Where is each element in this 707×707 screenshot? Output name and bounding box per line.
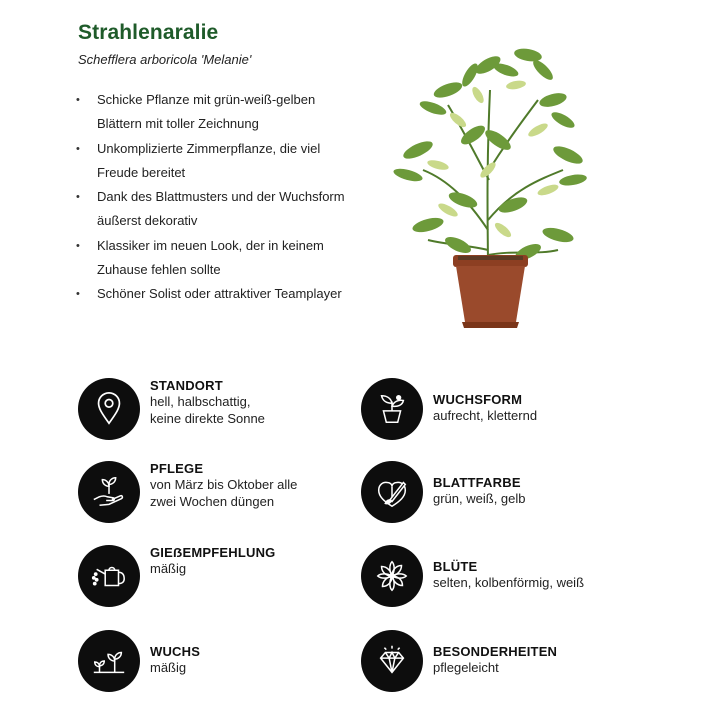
feature-value: hell, halbschattig, keine direkte Sonne — [150, 394, 265, 426]
location-pin-icon — [78, 378, 140, 440]
bullet-line-continued: Freude bereitet — [97, 164, 186, 180]
feature-besonderheiten — [361, 630, 557, 692]
feature-blattfarbe — [361, 461, 526, 523]
plant-stems — [423, 90, 563, 270]
diamond-icon — [361, 630, 423, 692]
feature-giessen — [78, 545, 276, 607]
plant-leaves — [392, 47, 587, 264]
page-title: Strahlenaralie — [78, 21, 219, 44]
leaf-brush-icon — [361, 461, 423, 523]
feature-label: PFLEGE — [150, 461, 204, 476]
feature-bluete — [361, 545, 584, 607]
bullet-line: • Unkomplizierte Zimmerpflanze, die viel — [74, 137, 374, 161]
hand-sprout-icon — [78, 461, 140, 523]
feature-label: WUCHSFORM — [433, 392, 523, 407]
feature-label: STANDORT — [150, 378, 223, 393]
feature-value: grün, weiß, gelb — [433, 491, 526, 506]
bullet-line-continued: äußerst dekorativ — [97, 213, 198, 229]
feature-label: GIEẞEMPFEHLUNG — [150, 545, 276, 560]
bullet-line-continued: Blättern mit toller Zeichnung — [97, 116, 259, 132]
feature-value: von März bis Oktober alle zwei Wochen düngen — [150, 477, 298, 509]
feature-wuchs — [78, 630, 200, 692]
potted-plant-icon — [361, 378, 423, 440]
bullet-line-continued: Zuhause fehlen sollte — [97, 262, 221, 278]
feature-value: selten, kolbenförmig, weiß — [433, 575, 585, 590]
feature-label: WUCHS — [150, 644, 201, 659]
feature-value: aufrecht, kletternd — [433, 408, 538, 423]
feature-value: pflegeleicht — [433, 660, 499, 675]
bullet-line: • Klassiker im neuen Look, der in keinem — [74, 234, 374, 258]
feature-wuchsform — [361, 378, 537, 440]
feature-label: BLÜTE — [433, 559, 478, 574]
feature-label: BESONDERHEITEN — [433, 644, 558, 659]
feature-value: mäßig — [150, 561, 187, 576]
feature-standort — [78, 378, 265, 440]
botanical-name: Schefflera arboricola 'Melanie' — [78, 52, 252, 67]
feature-bullet-list — [74, 88, 374, 307]
bullet-line: • Schöner Solist oder attraktiver Teamplayer — [74, 282, 374, 306]
bullet-line: • Dank des Blattmusters und der Wuchsform — [74, 185, 374, 209]
watering-can-icon — [78, 545, 140, 607]
feature-pflege — [78, 461, 297, 523]
bullet-line: • Schicke Pflanze mit grün-weiß-gelben — [74, 88, 374, 112]
seedlings-icon — [78, 630, 140, 692]
flower-icon — [361, 545, 423, 607]
feature-label: BLATTFARBE — [433, 475, 521, 490]
plant-image — [388, 30, 588, 335]
plant-pot — [453, 255, 528, 328]
feature-value: mäßig — [150, 660, 187, 675]
